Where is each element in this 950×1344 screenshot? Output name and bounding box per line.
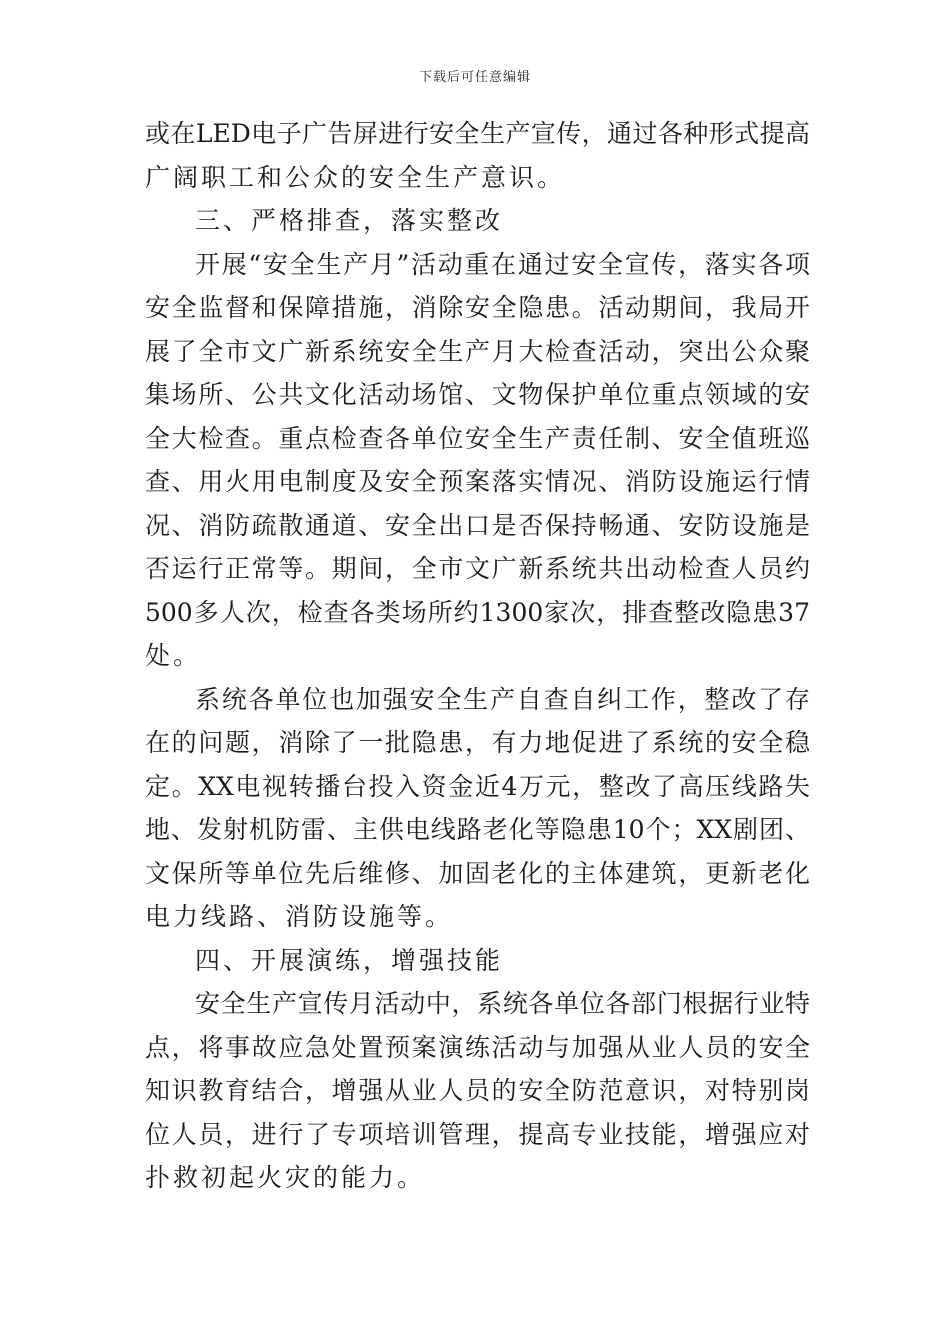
text-line: 电力线路、消防设施等。 <box>145 902 454 931</box>
text-line: 或在LED电子广告屏进行安全生产宣传，通过各种形式提高 <box>145 119 810 148</box>
text-line: 扑救初起火灾的能力。 <box>145 1163 426 1192</box>
text-line: 点，将事故应急处置预案演练活动与加强从业人员的安全 <box>145 1032 810 1062</box>
document-body <box>145 112 810 1200</box>
text-line: 展了全市文广新系统安全生产月大检查活动，突出公众聚 <box>145 336 810 366</box>
text-line: 文保所等单位先后维修、加固老化的主体建筑，更新老化 <box>145 858 810 888</box>
text-line: 地、发射机防雷、主供电线路老化等隐患10个；XX剧团、 <box>145 815 810 844</box>
section-heading: 四、开展演练，增强技能 <box>195 945 504 975</box>
text-line: 知识教育结合，增强从业人员的安全防范意识，对特别岗 <box>145 1076 810 1105</box>
text-line: 开展“安全生产月”活动重在通过安全宣传，落实各项 <box>195 249 810 279</box>
text-line: 安全生产宣传月活动中，系统各单位各部门根据行业特 <box>195 989 810 1018</box>
text-line: 查、用火用电制度及安全预案落实情况、消防设施运行情 <box>145 467 810 496</box>
text-line: 位人员，进行了专项培训管理，提高专业技能，增强应对 <box>145 1119 810 1149</box>
text-line: 500多人次，检查各类场所约1300家次，排查整改隐患37 <box>145 597 810 627</box>
text-line: 否运行正常等。期间，全市文广新系统共出动检查人员约 <box>145 554 810 583</box>
text-line: 安全监督和保障措施，消除安全隐患。活动期间，我局开 <box>145 293 810 322</box>
page-header: 下载后可任意编辑 <box>418 70 531 85</box>
text-line: 系统各单位也加强安全生产自查自纠工作，整改了存 <box>195 684 810 714</box>
text-line: 全大检查。重点检查各单位安全生产责任制、安全值班巡 <box>145 423 810 453</box>
text-line: 集场所、公共文化活动场馆、文物保护单位重点领域的安 <box>145 380 810 409</box>
text-line: 广阔职工和公众的安全生产意识。 <box>145 162 566 192</box>
text-line: 在的问题，消除了一批隐患，有力地促进了系统的安全稳 <box>145 728 810 757</box>
section-heading: 三、严格排查，落实整改 <box>195 206 504 235</box>
text-line: 定。XX电视转播台投入资金近4万元，整改了高压线路失 <box>145 771 810 801</box>
text-line: 况、消防疏散通道、安全出口是否保持畅通、安防设施是 <box>145 510 810 540</box>
text-line: 处。 <box>145 641 202 670</box>
